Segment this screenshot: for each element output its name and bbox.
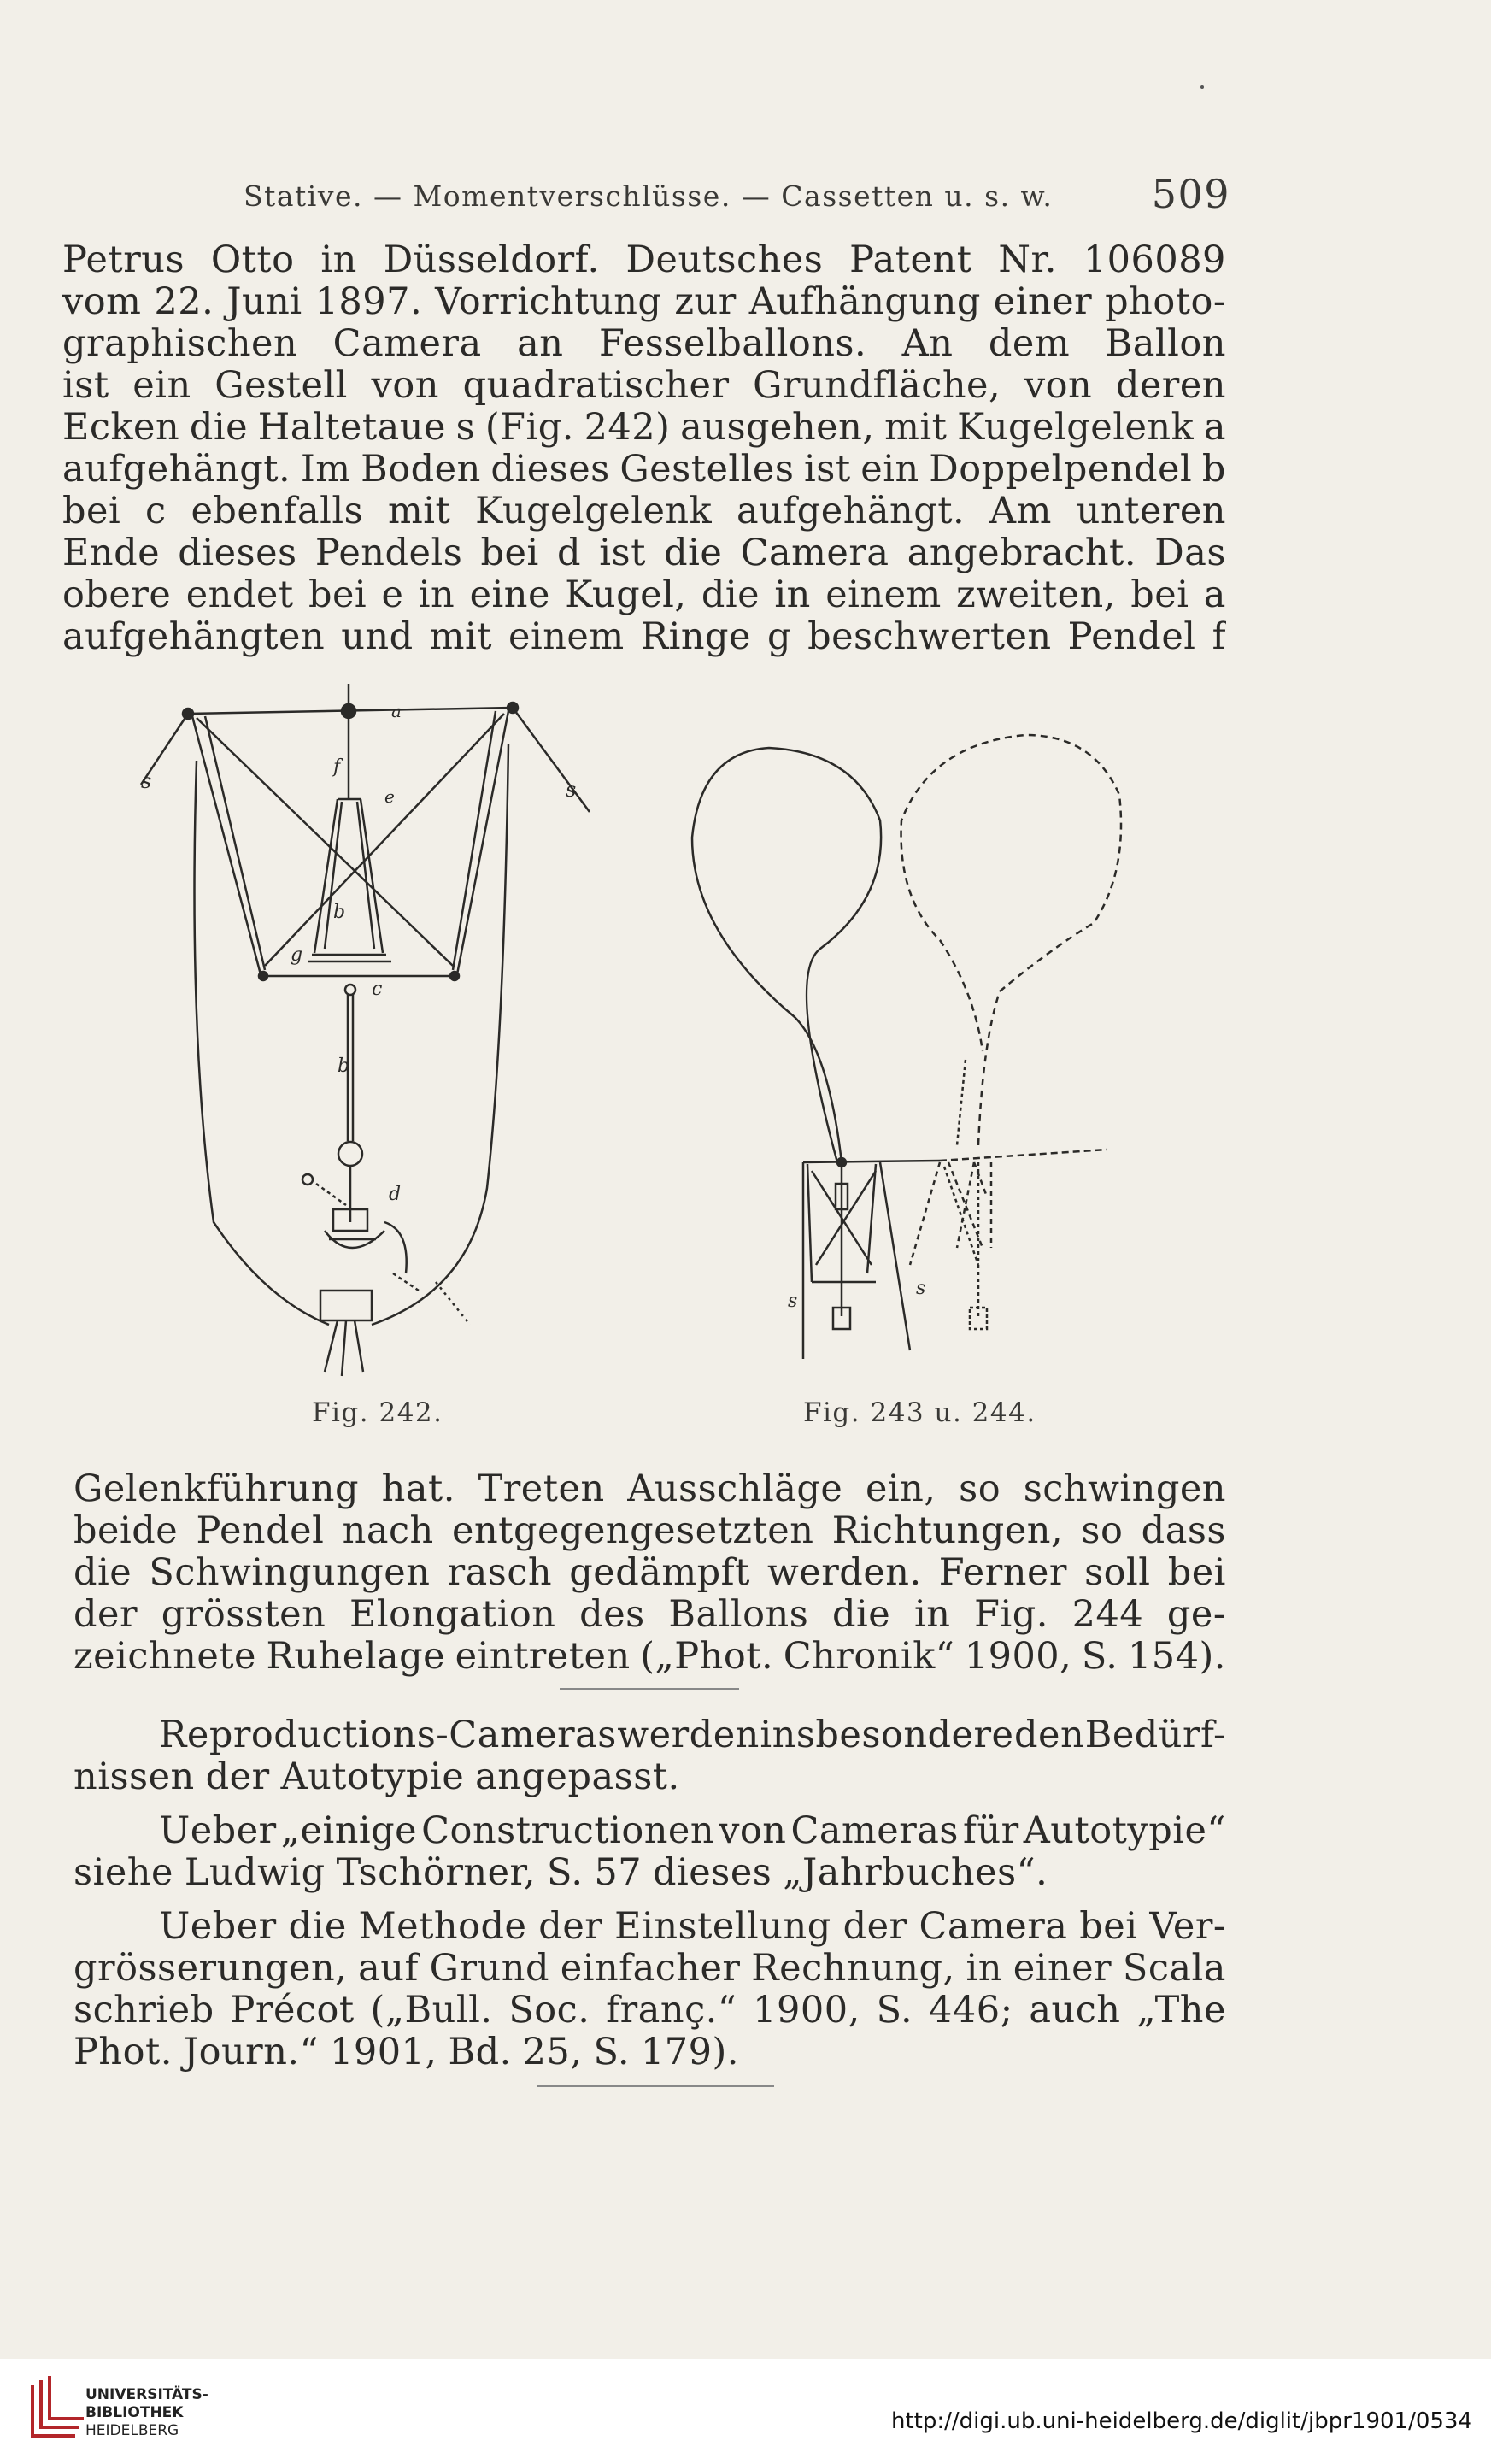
text-line: vom 22. Juni 1897. Vorrichtung zur Aufhängung einer photo-	[62, 281, 1226, 323]
fig242-label-e: e	[384, 786, 395, 807]
fig242-label-b-lower: b	[338, 1056, 350, 1077]
text-line: siehe Ludwig Tschörner, S. 57 dieses „Jahrbuches“.	[73, 1852, 1048, 1894]
library-line-3: HEIDELBERG	[85, 2422, 179, 2439]
text-line: aufgehängt. Im Boden dieses Gestelles ist ein Doppelpendel b	[62, 449, 1226, 491]
fig242-label-b-upper: b	[333, 902, 346, 923]
speck	[1200, 85, 1204, 89]
text-line: Reproductions-Cameras werden insbesondere den Bedürf-	[159, 1714, 1226, 1756]
fig242-label-a: a	[391, 701, 402, 721]
text-line: schrieb Précot („Bull. Soc. franç.“ 1900, S. 446; auch „The	[73, 1990, 1226, 2032]
fig242-label-d: d	[389, 1184, 402, 1205]
text-line: zeichnete Ruhelage eintreten („Phot. Chronik“ 1900, S. 154).	[73, 1636, 1226, 1678]
text-line: bei c ebenfalls mit Kugelgelenk aufgehängt. Am unteren	[62, 491, 1226, 532]
text-line: nissen der Autotypie angepasst.	[73, 1756, 680, 1798]
fig242-label-s-left: s	[141, 769, 152, 793]
fig243-label-s-left: s	[788, 1291, 798, 1312]
page-number: 509	[1151, 171, 1230, 217]
paragraph-enlargement	[73, 1906, 1226, 2073]
text-line: aufgehängten und mit einem Ringe g beschwerten Pendel f	[62, 616, 1226, 658]
text-line: Gelenkführung hat. Treten Ausschläge ein, so schwingen	[73, 1468, 1226, 1510]
text-line: beide Pendel nach entgegengesetzten Richtungen, so dass	[73, 1510, 1226, 1552]
text-line: der grössten Elongation des Ballons die in Fig. 244 ge-	[73, 1594, 1226, 1636]
text-line: Ende dieses Pendels bei d ist die Camera angebracht. Das	[62, 532, 1226, 574]
text-line: Ueber „einige Constructionen von Cameras für Autotypie“	[159, 1810, 1226, 1852]
paragraph-patent	[62, 239, 1226, 658]
paragraph-constructions	[73, 1810, 1226, 1894]
figure-243-244	[684, 718, 1145, 1376]
text-line: die Schwingungen rasch gedämpft werden. Ferner soll bei	[73, 1552, 1226, 1594]
figure-242	[128, 675, 624, 1385]
fig242-label-g: g	[291, 944, 303, 966]
fig242-label-f: f	[333, 756, 341, 778]
text-line: Petrus Otto in Düsseldorf. Deutsches Patent Nr. 106089	[62, 239, 1226, 281]
text-line: grösserungen, auf Grund einfacher Rechnung, in einer Scala	[73, 1948, 1226, 1990]
fig243-244-caption: Fig. 243 u. 244.	[803, 1397, 1036, 1428]
text-line: Ueber die Methode der Einstellung der Camera bei Ver-	[159, 1906, 1226, 1948]
paragraph-continuation	[73, 1468, 1226, 1678]
fig242-caption: Fig. 242.	[312, 1397, 443, 1428]
text-line: graphischen Camera an Fesselballons. An dem Ballon	[62, 323, 1226, 365]
source-url-link[interactable]: http://digi.ub.uni-heidelberg.de/diglit/jbpr1901/0534	[890, 2408, 1472, 2434]
library-line-1: UNIVERSITÄTS-	[85, 2386, 208, 2403]
library-logo-icon	[15, 2372, 92, 2449]
section-rule	[560, 1688, 739, 1690]
running-header	[239, 171, 1230, 222]
text-line: Ecken die Haltetaue s (Fig. 242) ausgehen, mit Kugelgelenk a	[62, 407, 1226, 449]
library-line-2: BIBLIOTHEK	[85, 2404, 184, 2421]
running-title: Stative. — Momentverschlüsse. — Cassetten u. s. w.	[244, 179, 1054, 213]
fig242-label-s-right: s	[566, 778, 577, 802]
fig242-label-c: c	[372, 979, 383, 1000]
text-line: obere endet bei e in eine Kugel, die in einem zweiten, bei a	[62, 574, 1226, 616]
text-line: Phot. Journ.“ 1901, Bd. 25, S. 179).	[73, 2032, 739, 2073]
fig243-label-s-right: s	[916, 1278, 926, 1299]
end-rule	[537, 2085, 774, 2087]
text-line: ist ein Gestell von quadratischer Grundfläche, von deren	[62, 365, 1226, 407]
paragraph-reproductions	[73, 1714, 1226, 1798]
library-name	[85, 2386, 208, 2440]
